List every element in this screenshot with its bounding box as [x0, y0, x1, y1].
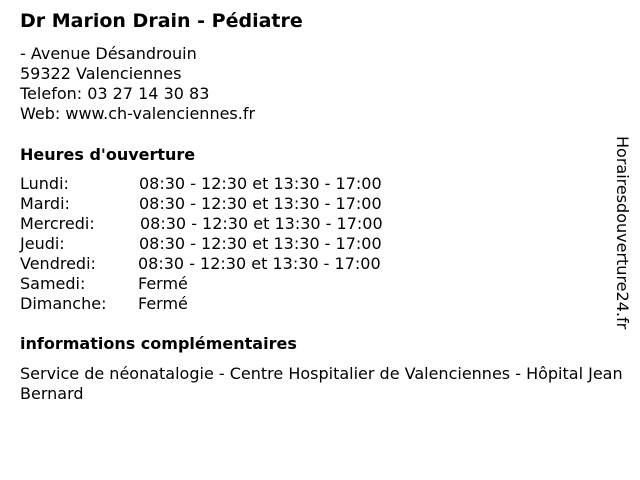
hours-value: 08:30 - 12:30 et 13:30 - 17:00 — [139, 194, 382, 213]
additional-info-text: Service de néonatalogie - Centre Hospitalier de Valenciennes - Hôpital Jean Bernard — [20, 364, 623, 403]
city-postal-code: 59322 Valenciennes — [20, 64, 182, 83]
hours-value: 08:30 - 12:30 et 13:30 - 17:00 — [139, 234, 382, 253]
day-label: Mercredi: — [20, 214, 95, 233]
day-label: Lundi: — [20, 174, 69, 193]
phone-number: Telefon: 03 27 14 30 83 — [20, 84, 210, 103]
site-watermark: Horairesdouverture24.fr — [613, 136, 632, 330]
website: Web: www.ch-valenciennes.fr — [20, 104, 256, 123]
additional-info-heading: informations complémentaires — [20, 334, 297, 353]
opening-hours-heading: Heures d'ouverture — [20, 145, 196, 164]
day-label: Mardi: — [20, 194, 70, 213]
hours-value: 08:30 - 12:30 et 13:30 - 17:00 — [140, 214, 383, 233]
street-address: - Avenue Désandrouin — [20, 44, 197, 63]
address-block — [20, 44, 255, 124]
day-label: Samedi: — [20, 274, 86, 293]
hours-value: Fermé — [138, 274, 188, 293]
day-label: Jeudi: — [20, 234, 65, 253]
page-title: Dr Marion Drain - Pédiatre — [20, 10, 303, 32]
day-label: Vendredi: — [20, 254, 96, 273]
day-label: Dimanche: — [20, 294, 107, 313]
hours-value: 08:30 - 12:30 et 13:30 - 17:00 — [139, 174, 382, 193]
hours-value: Fermé — [138, 294, 188, 313]
hours-value: 08:30 - 12:30 et 13:30 - 17:00 — [138, 254, 381, 273]
